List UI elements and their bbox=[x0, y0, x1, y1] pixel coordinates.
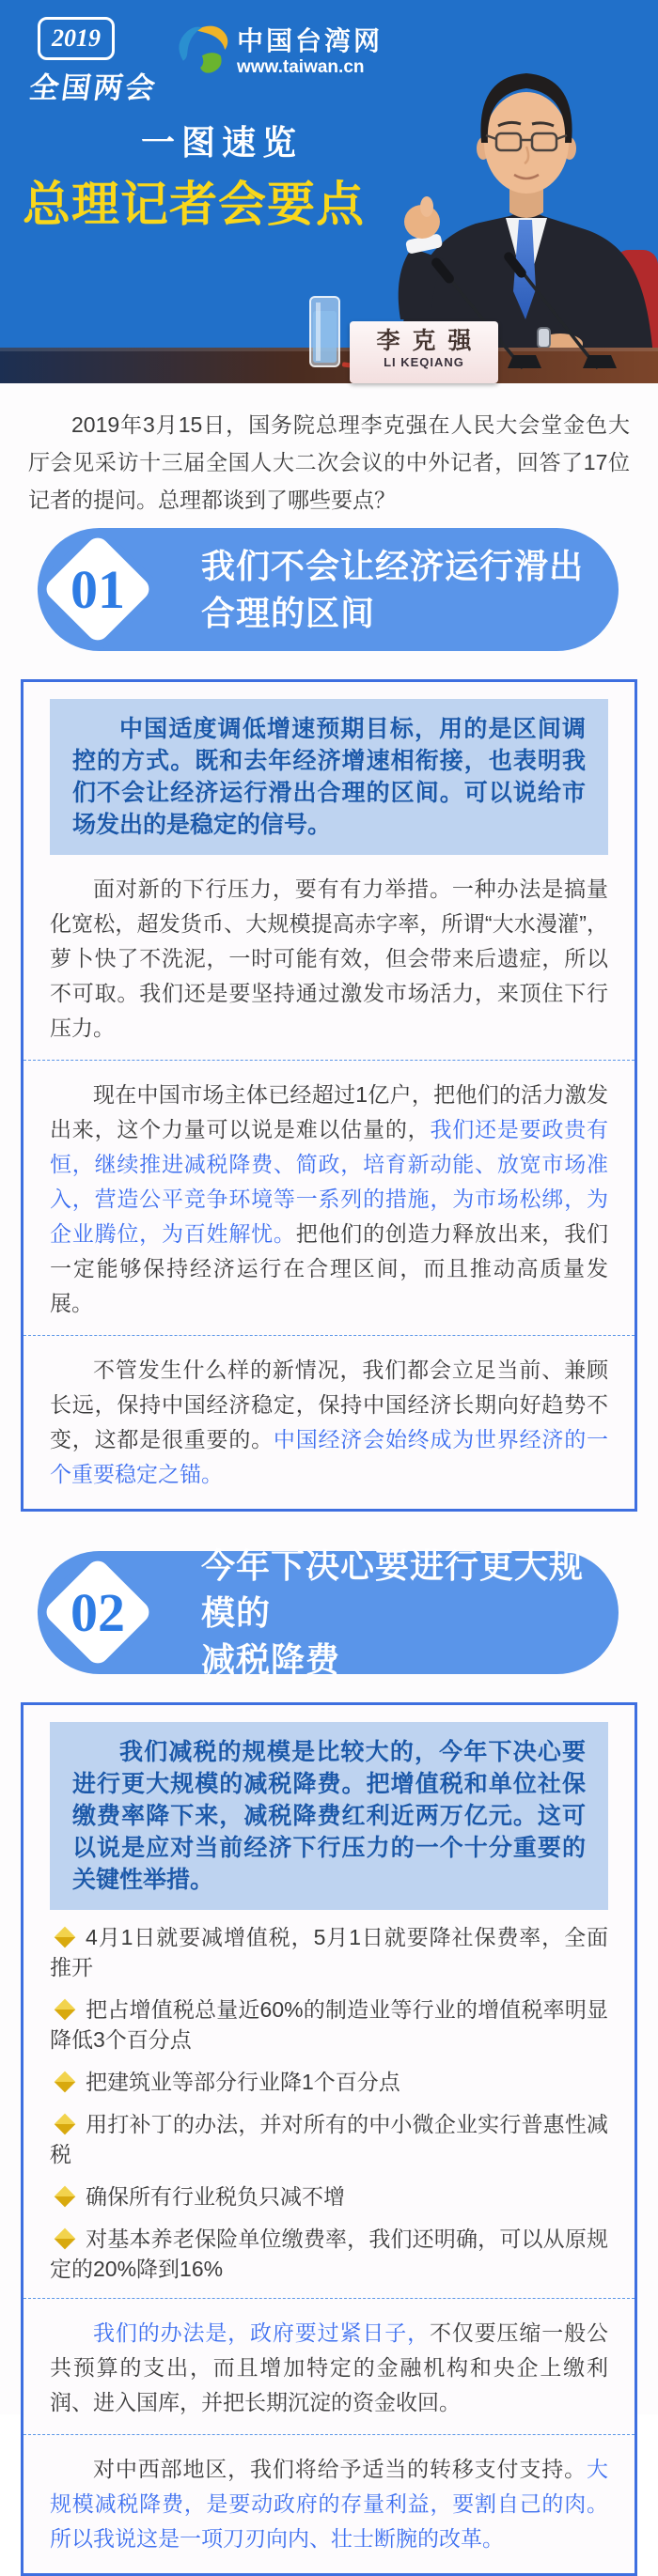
bullet-text: 把建筑业等部分行业降1个百分点 bbox=[86, 2070, 400, 2094]
section-title-line2: 减税降费 bbox=[201, 1640, 341, 1679]
diamond-bullet-icon bbox=[55, 2228, 76, 2250]
text-segment: 面对新的下行压力，要有有力举措。一种办法是搞量化宽松，超发货币、大规模提高赤字率，所谓“大水漫灌”，萝卜快了不洗泥，一时可能有效，但会带来后遗症，所以不可取。我们还是要坚持通过激发市场活力，来顶住下行压力。 bbox=[50, 877, 608, 1040]
bullet-item bbox=[50, 2181, 608, 2211]
bullet-item bbox=[50, 2109, 608, 2169]
intro-paragraph: 2019年3月15日，国务院总理李克强在人民大会堂金色大厅会见采访十三届全国人大二次会议的中外记者，回答了17位记者的提问。总理都谈到了哪些要点？ bbox=[28, 412, 630, 512]
section-title-line2: 合理的区间 bbox=[201, 594, 376, 632]
taiwan-net-logo-icon bbox=[173, 19, 227, 81]
section-02-content-box bbox=[21, 1702, 637, 2576]
text-segment: 我们还是要政贵有恒，继续推进减税降费、简政，培育新动能、放宽市场准入，营造公平竞争环境等一系列的措施，为市场松绑，为企业腾位，为百姓解忧。 bbox=[50, 1117, 609, 1246]
section-title-line1: 今年下决心要进行更大规模的 bbox=[201, 1546, 585, 1632]
hero-title: 总理记者会要点 bbox=[23, 179, 366, 232]
bullet-list bbox=[50, 1922, 608, 2284]
header-banner bbox=[0, 0, 658, 383]
bullet-item bbox=[50, 1922, 608, 1982]
bullet-item bbox=[50, 1994, 608, 2055]
hero-subtitle: 一图速览 bbox=[141, 123, 304, 162]
nameplate-chinese: 李克强 bbox=[376, 328, 484, 354]
section-title-line1: 我们不会让经济运行滑出 bbox=[201, 547, 585, 585]
section-number: 01 bbox=[70, 558, 125, 620]
paragraph bbox=[50, 1078, 608, 1321]
bullet-text: 确保所有行业税负只减不增 bbox=[86, 2184, 345, 2209]
diamond-bullet-icon bbox=[55, 2186, 76, 2208]
text-segment: 不管发生什么样的新情况，我们都会立足当前、兼顾长远，保持中国经济稳定，保持中国经济长期向好趋势不变，这都是很重要的。 bbox=[50, 1358, 608, 1451]
bullet-text: 用打补丁的办法，并对所有的中小微企业实行普惠性减税 bbox=[50, 2112, 608, 2166]
highlight-quote: 我们减税的规模是比较大的，今年下决心要进行更大规模的减税降费。把增值税和单位社保缴费率降下来，减税降费红利近两万亿元。这可以说是应对当前经济下行压力的一个十分重要的关键性举措。 bbox=[50, 1722, 608, 1910]
text-segment: 现在中国市场主体已经超过1亿户，把他们的活力激发出来，这个力量可以说是难以估量的， bbox=[50, 1082, 608, 1141]
paragraph bbox=[50, 2452, 608, 2556]
text-segment: 不仅要压缩一般公共预算的支出，而且增加特定的金融机构和央企上缴利润、进入国库，并把长期沉淀的资金收回。 bbox=[50, 2320, 609, 2414]
event-name: 全国两会 bbox=[27, 71, 161, 104]
bullet-item bbox=[50, 2067, 608, 2097]
text-segment: 大规模减税降费，是要动政府的存量利益，要割自己的肉。所以我说这是一项刀刃向内、壮士断腕的改革。 bbox=[50, 2457, 608, 2551]
section-01-content-box bbox=[21, 679, 637, 1512]
dashed-divider bbox=[24, 2298, 634, 2299]
section-02-header bbox=[38, 1546, 619, 1679]
site-logo bbox=[173, 19, 383, 81]
bullet-item bbox=[50, 2224, 608, 2284]
nameplate-english: LI KEQIANG bbox=[384, 355, 464, 369]
text-segment: 我们的办法是，政府要过紧日子， bbox=[93, 2320, 430, 2345]
dashed-divider bbox=[24, 1060, 634, 1061]
section-number: 02 bbox=[70, 1581, 125, 1643]
text-segment: 中国经济会始终成为世界经济的一个重要稳定之锚。 bbox=[50, 1427, 609, 1486]
paragraph bbox=[50, 1353, 608, 1492]
diamond-bullet-icon bbox=[55, 2114, 76, 2135]
section-01-header bbox=[38, 528, 619, 651]
text-segment: 把他们的创造力释放出来，我们一定能够保持经济运行在合理区间，而且推动高质量发展。 bbox=[50, 1221, 609, 1315]
diamond-bullet-icon bbox=[55, 2072, 76, 2093]
nameplate bbox=[350, 321, 498, 383]
bullet-text: 把占增值税总量近60%的制造业等行业的增值税率明显降低3个百分点 bbox=[50, 1997, 608, 2052]
bullet-text: 对基本养老保险单位缴费率，我们还明确，可以从原规定的20%降到16% bbox=[50, 2227, 608, 2281]
paragraph bbox=[50, 872, 608, 1046]
text-segment: 对中西部地区，我们将给予适当的转移支付支持。 bbox=[93, 2457, 587, 2481]
bullet-text: 4月1日就要减增值税，5月1日就要降社保费率，全面推开 bbox=[50, 1925, 608, 1979]
diamond-bullet-icon bbox=[55, 1927, 76, 1948]
paragraph bbox=[50, 2316, 608, 2420]
logo-site-name: 中国台湾网 bbox=[237, 26, 384, 55]
dashed-divider bbox=[24, 2434, 634, 2435]
logo-site-url: www.taiwan.cn bbox=[237, 57, 365, 77]
highlight-quote: 中国适度调低增速预期目标，用的是区间调控的方式。既和去年经济增速相衔接，也表明我们不会让经济运行滑出合理的区间。可以说给市场发出的是稳定的信号。 bbox=[50, 699, 608, 855]
diamond-bullet-icon bbox=[55, 1999, 76, 2021]
dashed-divider bbox=[24, 1335, 634, 1336]
water-glass-icon bbox=[310, 297, 339, 366]
year-badge: 2019 bbox=[38, 17, 115, 60]
